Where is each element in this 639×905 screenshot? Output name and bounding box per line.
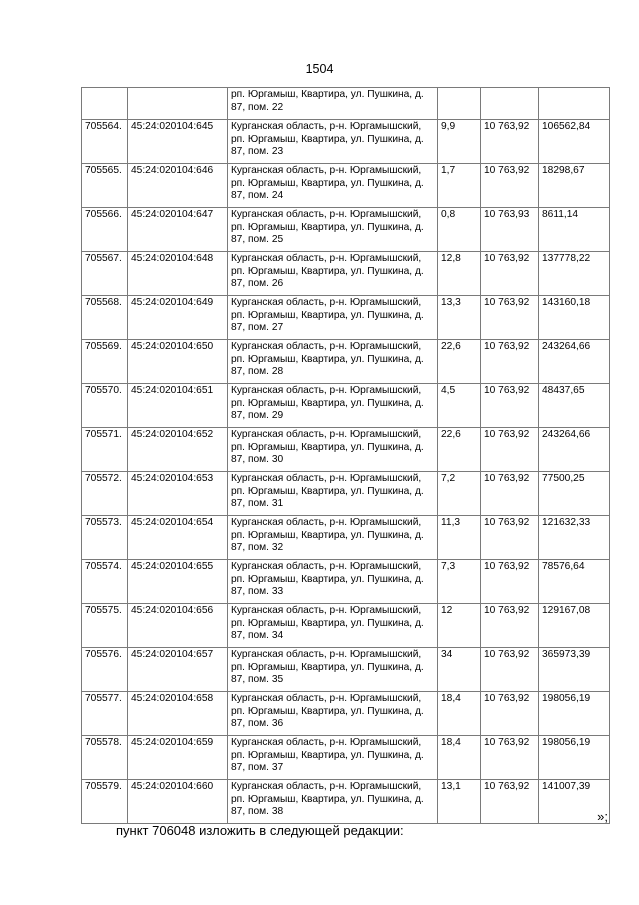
cell-number: 705570. <box>82 384 128 428</box>
cell-area: 12 <box>438 604 481 648</box>
cell-price-per-m2: 10 763,92 <box>481 296 539 340</box>
cell-address: Курганская область, р-н. Юргамышский, рп. Юргамыш, Квартира, ул. Пушкина, д. 87, пом. 32 <box>228 516 438 560</box>
cell-cadastral-value: 243264,66 <box>539 428 610 472</box>
cell-number: 705577. <box>82 692 128 736</box>
cell-number: 705579. <box>82 780 128 824</box>
table-row <box>82 736 610 780</box>
cell-area: 22,6 <box>438 340 481 384</box>
cell-price-per-m2: 10 763,92 <box>481 516 539 560</box>
cell-cadastral-number: 45:24:020104:649 <box>128 296 228 340</box>
table-row <box>82 692 610 736</box>
cell-cadastral-value: 143160,18 <box>539 296 610 340</box>
cell-price-per-m2: 10 763,92 <box>481 736 539 780</box>
table-row <box>82 120 610 164</box>
registry-table <box>81 87 610 824</box>
cell-cadastral-number: 45:24:020104:647 <box>128 208 228 252</box>
cell-cadastral-value: 137778,22 <box>539 252 610 296</box>
cell-area: 1,7 <box>438 164 481 208</box>
table-row <box>82 560 610 604</box>
cell-address: Курганская область, р-н. Юргамышский, рп. Юргамыш, Квартира, ул. Пушкина, д. 87, пом. 26 <box>228 252 438 296</box>
table-row <box>82 604 610 648</box>
cell-number: 705567. <box>82 252 128 296</box>
cell-price-per-m2: 10 763,92 <box>481 164 539 208</box>
next-instruction-text: пункт 706048 изложить в следующей редакции: <box>116 823 404 838</box>
cell-cadastral-number: 45:24:020104:646 <box>128 164 228 208</box>
cell-address: Курганская область, р-н. Юргамышский, рп. Юргамыш, Квартира, ул. Пушкина, д. 87, пом. 31 <box>228 472 438 516</box>
cell-address: Курганская область, р-н. Юргамышский, рп. Юргамыш, Квартира, ул. Пушкина, д. 87, пом. 33 <box>228 560 438 604</box>
cell-area: 18,4 <box>438 692 481 736</box>
cell-price-per-m2: 10 763,92 <box>481 648 539 692</box>
cell-address: Курганская область, р-н. Юргамышский, рп. Юргамыш, Квартира, ул. Пушкина, д. 87, пом. 25 <box>228 208 438 252</box>
cell-address: Курганская область, р-н. Юргамышский, рп. Юргамыш, Квартира, ул. Пушкина, д. 87, пом. 30 <box>228 428 438 472</box>
cell-area: 18,4 <box>438 736 481 780</box>
cell-area: 0,8 <box>438 208 481 252</box>
cell-address: рп. Юргамыш, Квартира, ул. Пушкина, д. 87, пом. 22 <box>228 88 438 120</box>
cell-number: 705564. <box>82 120 128 164</box>
cell-cadastral-number: 45:24:020104:657 <box>128 648 228 692</box>
cell-address: Курганская область, р-н. Юргамышский, рп. Юргамыш, Квартира, ул. Пушкина, д. 87, пом. 24 <box>228 164 438 208</box>
cell-cadastral-value: 141007,39 <box>539 780 610 824</box>
cell-cadastral-value: 48437,65 <box>539 384 610 428</box>
cell-cadastral-number: 45:24:020104:651 <box>128 384 228 428</box>
cell-price-per-m2: 10 763,93 <box>481 208 539 252</box>
cell-cadastral-value: 106562,84 <box>539 120 610 164</box>
table-row <box>82 164 610 208</box>
table-row <box>82 516 610 560</box>
cell-cadastral-number: 45:24:020104:650 <box>128 340 228 384</box>
cell-cadastral-value <box>539 88 610 120</box>
cell-cadastral-value: 129167,08 <box>539 604 610 648</box>
cell-address: Курганская область, р-н. Юргамышский, рп. Юргамыш, Квартира, ул. Пушкина, д. 87, пом. 35 <box>228 648 438 692</box>
cell-address: Курганская область, р-н. Юргамышский, рп. Юргамыш, Квартира, ул. Пушкина, д. 87, пом. 34 <box>228 604 438 648</box>
cell-address: Курганская область, р-н. Юргамышский, рп. Юргамыш, Квартира, ул. Пушкина, д. 87, пом. 37 <box>228 736 438 780</box>
cell-cadastral-number: 45:24:020104:658 <box>128 692 228 736</box>
cell-area: 34 <box>438 648 481 692</box>
closing-quote-mark: »; <box>597 809 608 824</box>
cell-cadastral-value: 77500,25 <box>539 472 610 516</box>
cell-number: 705569. <box>82 340 128 384</box>
cell-number: 705565. <box>82 164 128 208</box>
cell-price-per-m2: 10 763,92 <box>481 428 539 472</box>
cell-area: 7,2 <box>438 472 481 516</box>
cell-price-per-m2 <box>481 88 539 120</box>
cell-number: 705576. <box>82 648 128 692</box>
cell-cadastral-number: 45:24:020104:653 <box>128 472 228 516</box>
cell-address: Курганская область, р-н. Юргамышский, рп. Юргамыш, Квартира, ул. Пушкина, д. 87, пом. 29 <box>228 384 438 428</box>
table-row <box>82 648 610 692</box>
cell-area: 7,3 <box>438 560 481 604</box>
cell-area <box>438 88 481 120</box>
table-row <box>82 384 610 428</box>
cell-cadastral-number: 45:24:020104:654 <box>128 516 228 560</box>
table-row <box>82 472 610 516</box>
cell-number: 705571. <box>82 428 128 472</box>
cell-cadastral-value: 18298,67 <box>539 164 610 208</box>
cell-price-per-m2: 10 763,92 <box>481 472 539 516</box>
cell-price-per-m2: 10 763,92 <box>481 604 539 648</box>
cell-address: Курганская область, р-н. Юргамышский, рп. Юргамыш, Квартира, ул. Пушкина, д. 87, пом. 36 <box>228 692 438 736</box>
table-row <box>82 780 610 824</box>
cell-price-per-m2: 10 763,92 <box>481 692 539 736</box>
table-row <box>82 208 610 252</box>
cell-cadastral-number: 45:24:020104:652 <box>128 428 228 472</box>
cell-number: 705568. <box>82 296 128 340</box>
cell-number: 705573. <box>82 516 128 560</box>
cell-cadastral-value: 198056,19 <box>539 736 610 780</box>
cell-area: 22,6 <box>438 428 481 472</box>
cell-cadastral-value: 198056,19 <box>539 692 610 736</box>
cell-price-per-m2: 10 763,92 <box>481 340 539 384</box>
cell-price-per-m2: 10 763,92 <box>481 780 539 824</box>
cell-area: 13,1 <box>438 780 481 824</box>
cell-price-per-m2: 10 763,92 <box>481 252 539 296</box>
table-row <box>82 296 610 340</box>
cell-cadastral-value: 121632,33 <box>539 516 610 560</box>
table-row <box>82 428 610 472</box>
cell-area: 12,8 <box>438 252 481 296</box>
table-row-continued <box>82 88 610 120</box>
cell-address: Курганская область, р-н. Юргамышский, рп. Юргамыш, Квартира, ул. Пушкина, д. 87, пом. 38 <box>228 780 438 824</box>
page-number: 1504 <box>305 62 334 76</box>
table-row <box>82 252 610 296</box>
table-row <box>82 340 610 384</box>
cell-price-per-m2: 10 763,92 <box>481 560 539 604</box>
cell-cadastral-number: 45:24:020104:648 <box>128 252 228 296</box>
registry-table-body <box>82 88 610 824</box>
cell-area: 13,3 <box>438 296 481 340</box>
cell-address: Курганская область, р-н. Юргамышский, рп. Юргамыш, Квартира, ул. Пушкина, д. 87, пом. 23 <box>228 120 438 164</box>
cell-number: 705566. <box>82 208 128 252</box>
cell-cadastral-value: 8611,14 <box>539 208 610 252</box>
cell-cadastral-value: 78576,64 <box>539 560 610 604</box>
cell-cadastral-number: 45:24:020104:656 <box>128 604 228 648</box>
cell-price-per-m2: 10 763,92 <box>481 120 539 164</box>
cell-cadastral-number <box>128 88 228 120</box>
cell-number: 705575. <box>82 604 128 648</box>
cell-area: 11,3 <box>438 516 481 560</box>
cell-price-per-m2: 10 763,92 <box>481 384 539 428</box>
cell-address: Курганская область, р-н. Юргамышский, рп. Юргамыш, Квартира, ул. Пушкина, д. 87, пом. 27 <box>228 296 438 340</box>
cell-cadastral-number: 45:24:020104:645 <box>128 120 228 164</box>
cell-cadastral-number: 45:24:020104:655 <box>128 560 228 604</box>
cell-cadastral-number: 45:24:020104:659 <box>128 736 228 780</box>
cell-cadastral-value: 365973,39 <box>539 648 610 692</box>
cell-cadastral-value: 243264,66 <box>539 340 610 384</box>
cell-cadastral-number: 45:24:020104:660 <box>128 780 228 824</box>
cell-number: 705574. <box>82 560 128 604</box>
cell-number <box>82 88 128 120</box>
cell-area: 4,5 <box>438 384 481 428</box>
cell-number: 705572. <box>82 472 128 516</box>
cell-number: 705578. <box>82 736 128 780</box>
cell-area: 9,9 <box>438 120 481 164</box>
cell-address: Курганская область, р-н. Юргамышский, рп. Юргамыш, Квартира, ул. Пушкина, д. 87, пом. 28 <box>228 340 438 384</box>
